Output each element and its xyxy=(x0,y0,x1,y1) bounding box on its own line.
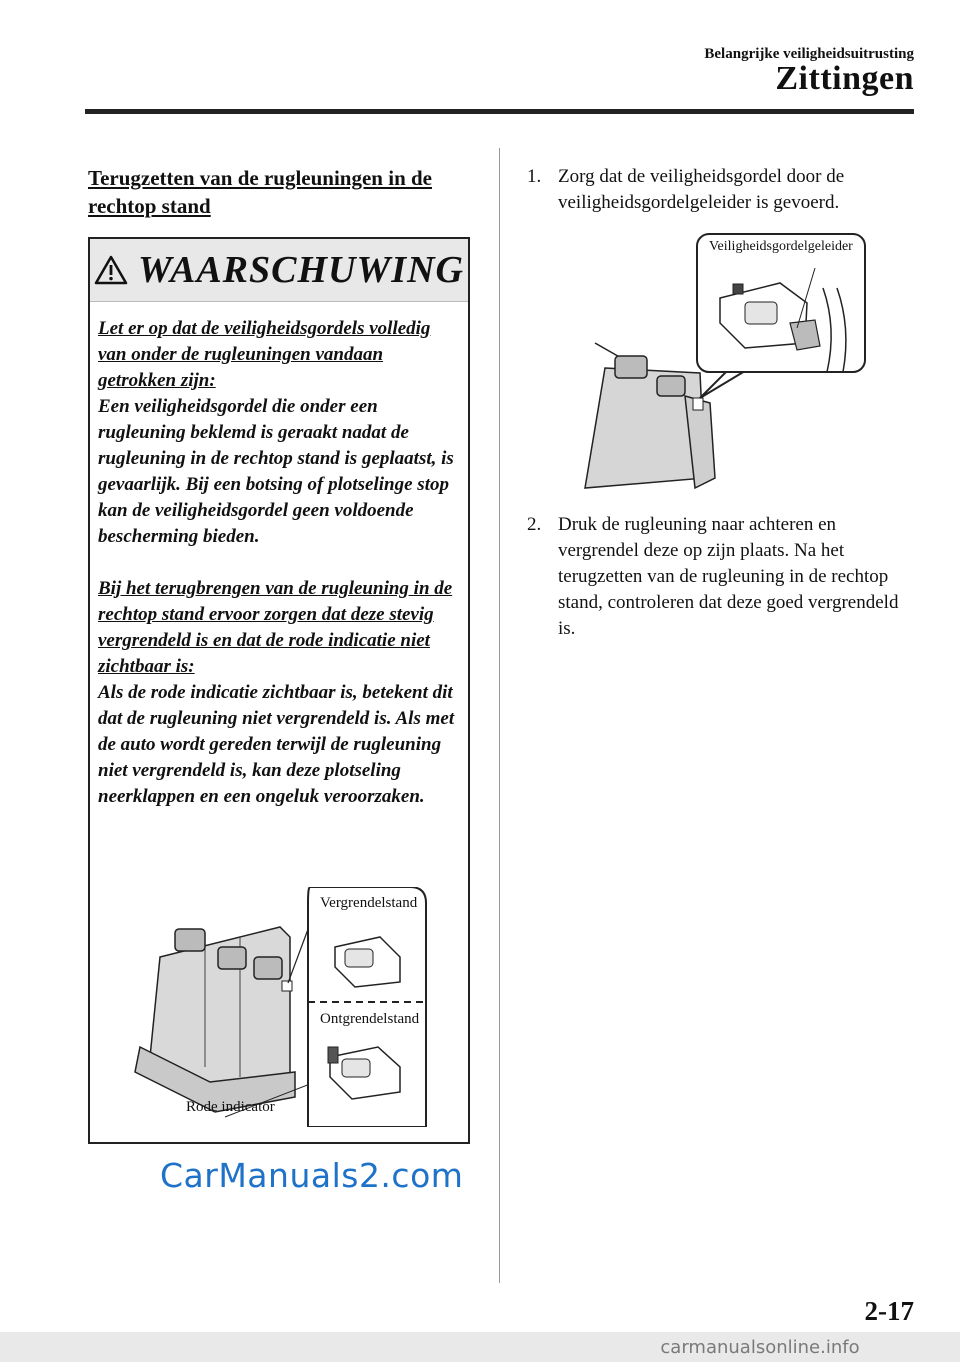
column-divider xyxy=(499,148,500,1283)
page-title: Zittingen xyxy=(775,60,914,97)
step-1-text: Zorg dat de veiligheidsgordel door de veiligheidsgordelgeleider is gevoerd. xyxy=(558,166,845,213)
warning-title: WAARSCHUWING xyxy=(138,249,464,291)
warning-para1-heading: Let er op dat de veiligheidsgordels volledig van onder de rugleuningen vandaan getrokken zijn: xyxy=(98,318,431,391)
section-heading: Terugzetten van de rugleuningen in de rechtop stand xyxy=(88,166,432,218)
label-locked: Vergrendelstand xyxy=(320,895,418,911)
warning-para2-heading: Bij het terugbrengen van de rugleuning in de rechtop stand ervoor zorgen dat deze stevig vergrendeld is en dat de rode indicatie niet zichtbaar is: xyxy=(98,578,453,677)
rear-seat-drawing xyxy=(130,887,430,1127)
label-unlocked: Ontgrendelstand xyxy=(320,1011,420,1027)
header-divider xyxy=(85,109,914,114)
watermark-logo: CarManuals2.com xyxy=(160,1156,464,1195)
warning-triangle-icon xyxy=(94,255,128,285)
seat-lock-illustration xyxy=(130,887,430,1132)
belt-guide-drawing xyxy=(575,228,875,508)
header-section-label: Belangrijke veiligheidsuitrusting xyxy=(704,46,914,62)
footer-watermark: carmanualsonline.info xyxy=(0,1332,960,1362)
warning-para1-text: Een veiligheidsgordel die onder een rugleuning beklemd is geraakt nadat de rugleuning in de rechtop stand is geplaatst, is gevaarlijk. Bij een botsing of plotselinge stop kan de veiligheidsgordel geen voldoende bescherming bieden. xyxy=(98,396,454,547)
label-belt-guide: Veiligheidsgordelgeleider xyxy=(709,239,853,254)
step-1-number: 1. xyxy=(527,166,542,187)
step-2-number: 2. xyxy=(527,514,542,535)
belt-guide-illustration xyxy=(575,228,875,513)
page-number: 2-17 xyxy=(864,1296,914,1326)
warning-para2-text: Als de rode indicatie zichtbaar is, betekent dit dat de rugleuning niet vergrendeld is. Als met de auto wordt gereden terwijl de rugleuning niet vergrendeld is, kan deze plotseling neerklappen en een ongeluk veroorzaken. xyxy=(98,682,455,807)
warning-box xyxy=(88,237,470,1144)
step-1 xyxy=(527,164,907,216)
step-2 xyxy=(527,512,907,642)
step-2-text: Druk de rugleuning naar achteren en vergrendel deze op zijn plaats. Na het terugzetten van de rugleuning in de rechtop stand, controleren dat deze goed vergrendeld is. xyxy=(558,514,899,639)
warning-header xyxy=(90,239,468,302)
warning-body xyxy=(90,302,468,810)
label-red-indicator: Rode indicator xyxy=(186,1099,275,1115)
